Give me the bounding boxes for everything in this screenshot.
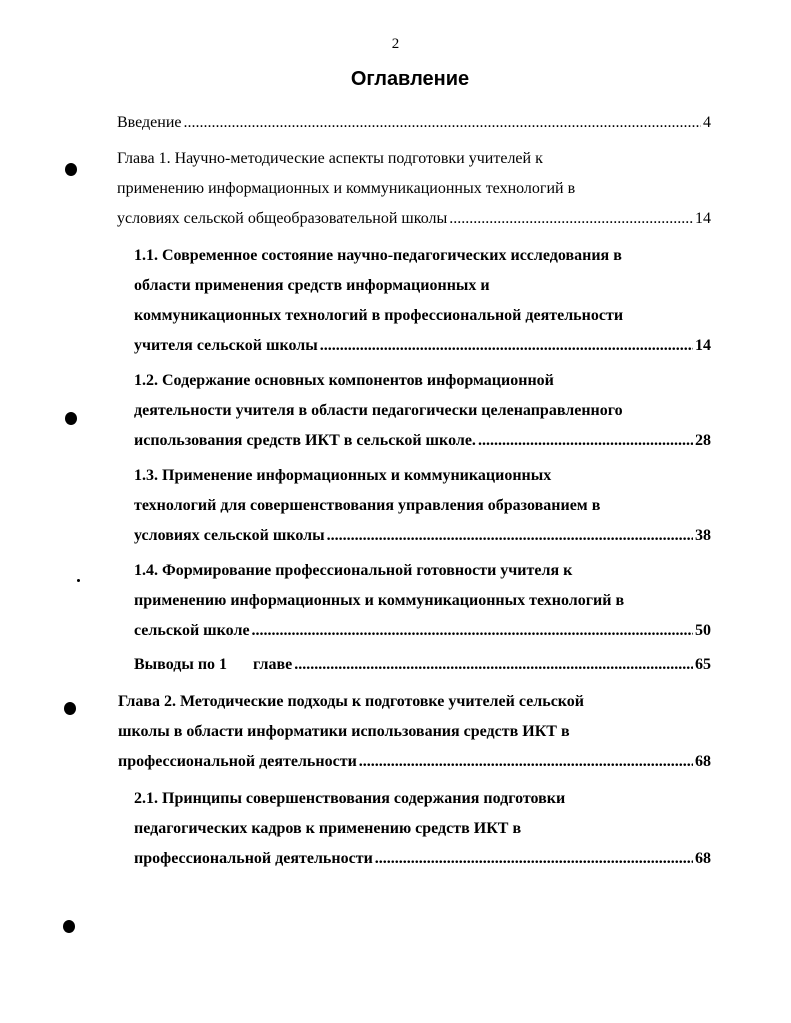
toc-page-number: 68	[695, 850, 711, 867]
toc-entry-line: условиях сельской общеобразовательной школы	[117, 210, 448, 227]
toc-entry-line: 1.1. Современное состояние научно-педагогических исследования в	[134, 247, 622, 264]
toc-page-number: 65	[695, 656, 711, 673]
page-title: Оглавление	[350, 68, 470, 90]
toc-entry-line: коммуникационных технологий в профессиональной деятельности	[134, 307, 624, 324]
toc-entry-chapter-1	[117, 144, 711, 234]
toc-entry-line: условиях сельской школы	[134, 527, 325, 544]
toc-entry-conclusions-1	[134, 650, 711, 680]
toc-entry-line: использования средств ИКТ в сельской школе.	[134, 432, 476, 449]
toc-entry-section-1-3	[134, 461, 711, 551]
toc-entry-label: Выводы по 1	[134, 656, 228, 673]
toc-page-number: 14	[695, 337, 711, 354]
toc-entry-line: сельской школе	[134, 622, 250, 639]
toc-entry-section-1-1	[134, 241, 711, 361]
toc-leader-dots	[327, 521, 693, 551]
margin-hole-mark	[65, 163, 77, 176]
margin-speck	[77, 579, 80, 582]
page-number: 2	[391, 36, 400, 52]
toc-page-number: 4	[703, 114, 711, 131]
toc-leader-dots	[359, 747, 693, 777]
toc-leader-dots	[449, 204, 693, 234]
toc-page-number: 14	[695, 210, 711, 227]
toc-entry-introduction	[117, 108, 711, 138]
toc-entry-line: 2.1. Принципы совершенствования содержания подготовки	[134, 790, 566, 807]
toc-entry-text: Введение	[117, 114, 182, 131]
toc-entry-line: профессиональной деятельности	[134, 850, 373, 867]
toc-entry-line: Глава 1. Научно-методические аспекты подготовки учителей к	[117, 150, 543, 167]
toc-entry-section-2-1	[134, 784, 711, 874]
toc-entry-line: учителя сельской школы	[134, 337, 318, 354]
toc-leader-dots	[478, 426, 693, 456]
toc-entry-line: педагогических кадров к применению средств ИКТ в	[134, 820, 522, 837]
toc-entry-line: применению информационных и коммуникационных технологий в	[134, 592, 625, 609]
margin-hole-mark	[64, 702, 76, 715]
toc-leader-dots	[252, 616, 693, 646]
toc-entry-line: школы в области информатики использования средств ИКТ в	[118, 723, 570, 740]
toc-leader-dots	[320, 331, 693, 361]
toc-leader-dots	[294, 650, 693, 680]
toc-entry-line: деятельности учителя в области педагогически целенаправленного	[134, 402, 623, 419]
toc-entry-line: 1.4. Формирование профессиональной готовности учителя к	[134, 562, 573, 579]
toc-entry-line: технологий для совершенствования управления образованием в	[134, 497, 601, 514]
margin-hole-mark	[65, 412, 77, 425]
toc-leader-dots	[375, 844, 693, 874]
toc-entry-line: применению информационных и коммуникационных технологий в	[117, 180, 576, 197]
toc-entry-word: главе	[253, 656, 293, 673]
toc-page-number: 38	[695, 527, 711, 544]
toc-entry-line: 1.3. Применение информационных и коммуникационных	[134, 467, 552, 484]
toc-entry-line: 1.2. Содержание основных компонентов информационной	[134, 372, 554, 389]
margin-hole-mark	[63, 920, 75, 933]
toc-entry-chapter-2	[118, 687, 711, 777]
toc-page-number: 68	[695, 753, 711, 770]
toc-entry-section-1-4	[134, 556, 711, 646]
toc-page-number: 50	[695, 622, 711, 639]
toc-entry-line: области применения средств информационных и	[134, 277, 490, 294]
toc-leader-dots	[184, 108, 702, 138]
toc-entry-section-1-2	[134, 366, 711, 456]
toc-page-number: 28	[695, 432, 711, 449]
toc-entry-line: профессиональной деятельности	[118, 753, 357, 770]
toc-entry-line: Глава 2. Методические подходы к подготовке учителей сельской	[118, 693, 585, 710]
